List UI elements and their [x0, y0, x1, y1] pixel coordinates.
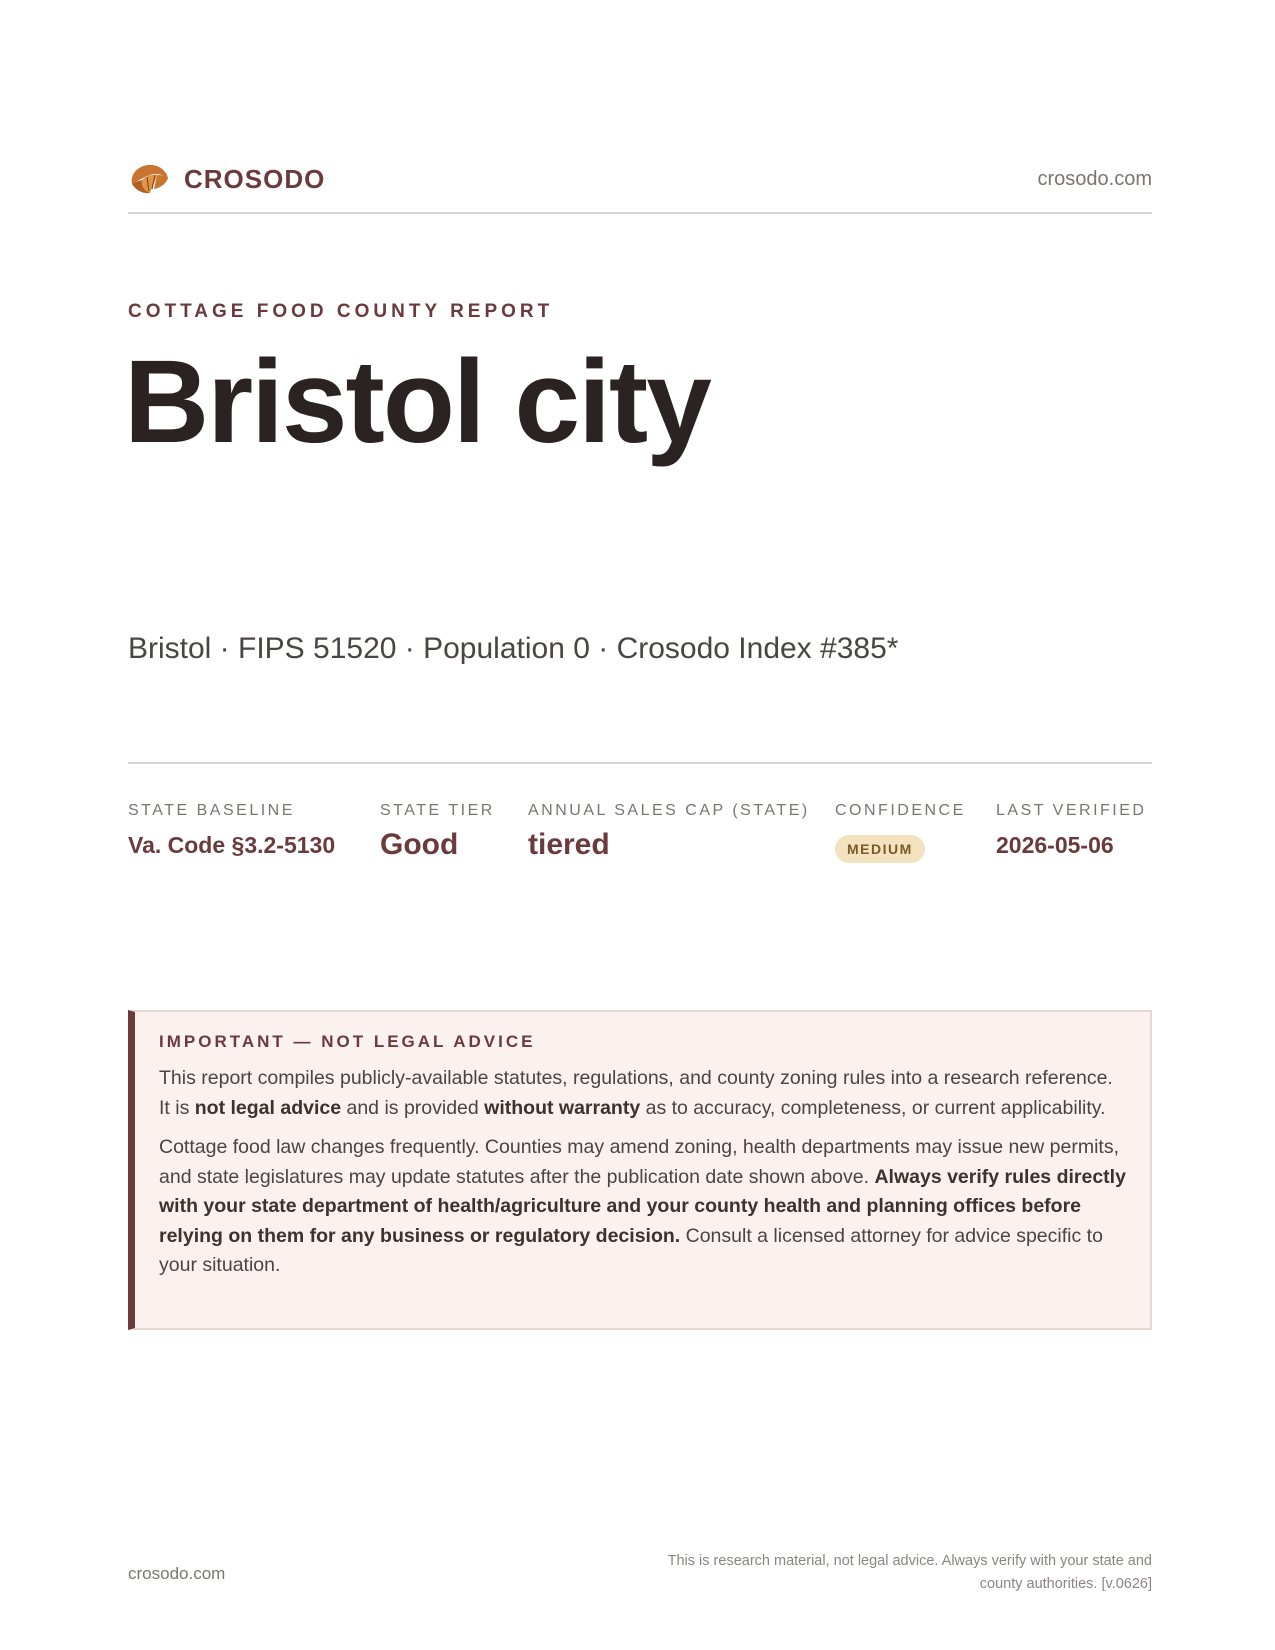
- fact-label: STATE TIER: [380, 802, 495, 819]
- fact-confidence: [835, 802, 966, 863]
- brand[interactable]: [128, 160, 325, 198]
- footer-site: crosodo.com: [128, 1564, 226, 1583]
- fact-value: Va. Code §3.2-5130: [128, 832, 336, 858]
- fact-value: Good: [380, 828, 459, 861]
- fact-state-tier: [380, 802, 495, 862]
- site-link[interactable]: crosodo.com: [1037, 168, 1152, 190]
- notice-text: Consult a licensed attorney for advice specific to your situation.: [159, 1224, 1103, 1276]
- fact-annual-sales-cap: [528, 802, 810, 862]
- page-header: [128, 158, 1152, 214]
- fact-label: CONFIDENCE: [835, 802, 966, 819]
- notice-paragraph: [159, 1133, 1126, 1281]
- notice-text: as to accuracy, completeness, or current applicability.: [640, 1096, 1106, 1119]
- facts-row: [128, 762, 1152, 884]
- notice-paragraph: [159, 1064, 1126, 1123]
- fact-value: tiered: [528, 828, 610, 861]
- report-subtitle: Bristol · FIPS 51520 · Population 0 · Crosodo Index #385*: [128, 632, 899, 665]
- report-page: [124, 0, 1152, 1650]
- notice-title: IMPORTANT — NOT LEGAL ADVICE: [159, 1032, 536, 1051]
- fact-last-verified: [996, 802, 1146, 859]
- fact-label: STATE BASELINE: [128, 802, 295, 819]
- fact-label: LAST VERIFIED: [996, 802, 1147, 819]
- notice-text: and is provided: [341, 1096, 485, 1119]
- notice-text: Cottage food law changes frequently. Counties may amend zoning, health departments may issue new permits, and state legislatures may update statutes after the publication date shown above.: [159, 1136, 1119, 1188]
- croissant-icon: [128, 160, 170, 198]
- legal-notice: [128, 1010, 1152, 1330]
- page-title: Bristol city: [124, 336, 710, 468]
- fact-label: ANNUAL SALES CAP (STATE): [528, 802, 810, 819]
- confidence-badge: MEDIUM: [835, 835, 925, 863]
- notice-emphasis: without warranty: [484, 1096, 641, 1119]
- footer-disclaimer: This is research material, not legal advice. Always verify with your state and county authorities. [v.0626]: [667, 1553, 1152, 1592]
- notice-emphasis: Always verify rules directly with your state department of health/agriculture and your county health and planning offices before relying on them for any business or regulatory decision.: [159, 1165, 1126, 1247]
- fact-state-baseline: [128, 802, 335, 859]
- notice-text: This report compiles publicly-available statutes, regulations, and county zoning rules into a research reference. It is: [159, 1067, 1113, 1119]
- notice-emphasis: not legal advice: [194, 1096, 342, 1119]
- brand-name: CROSODO: [184, 163, 326, 194]
- fact-value: 2026-05-06: [996, 832, 1114, 858]
- report-eyebrow: COTTAGE FOOD COUNTY REPORT: [128, 301, 554, 322]
